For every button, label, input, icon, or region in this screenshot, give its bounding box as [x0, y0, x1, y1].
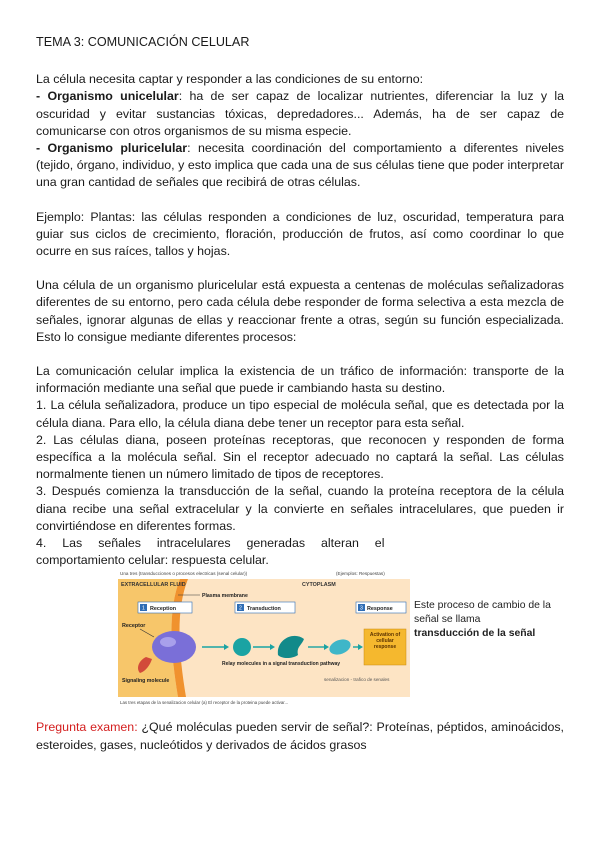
relay-molecules-label: Relay molecules in a signal transduction pathway — [222, 661, 341, 668]
relay-molecule-1 — [233, 638, 251, 656]
figure-row — [36, 569, 564, 707]
intro-paragraph: La célula necesita captar y responder a las condiciones de su entorno: — [36, 72, 424, 87]
response-step-number: 3 — [360, 606, 363, 613]
transduction-step-number: 2 — [239, 606, 242, 613]
figure-top-caption: Una tres (transducciones o procesos electricas (senal celular)) — [120, 571, 248, 577]
signaling-molecule-label — [122, 678, 169, 684]
reception-step-label: Reception — [150, 606, 177, 613]
document-page — [36, 34, 564, 754]
extracellular-label: EXTRACELLULAR FLUID — [121, 582, 186, 589]
plasma-membrane-label: Plasma membrane — [202, 593, 248, 600]
step-4-paragraph: 4. Las señales intracelulares generadas alteran el comportamiento celular: respuesta celular. — [36, 536, 385, 568]
response-step-label: Response — [367, 606, 393, 613]
unicellular-text: : ha de ser capaz de localizar nutrientes, diferenciar la luz y la oscuridad y evitar sustancias tóxicas, depredadores... Además, ha de ser capaz de comunicarse con otros organismos de su misma especie. — [36, 89, 565, 138]
unicellular-paragraph — [36, 88, 564, 140]
signaling-molecule-label-text: Signaling molecule — [122, 678, 170, 685]
example-paragraph: Ejemplo: Plantas: las células responden a condiciones de luz, oscuridad, temperatura para guiar sus ciclos de crecimiento, floración, producción de frutos, así como coordinar lo que ocurre en sus raíces, tallos y hojas. — [36, 209, 564, 259]
figure-footer: Las tres etapas de la senalizacion celular (a) El receptor de la proteina puede activar... — [120, 700, 289, 706]
multicellular-paragraph: Una célula de un organismo pluricelular está expuesta a centenas de moléculas señalizadoras diferentes de su entorno, pero cada célula debe responder de forma selectiva a esta mezcla de señales, ignorar algunas de ellas y reaccionar frente a otras, según su función especializada. Esto lo consigue mediante diferentes procesos: — [36, 278, 564, 344]
figure-bottom-note: senalizacion - trafico de senales — [324, 677, 390, 683]
exam-text: ¿Qué moléculas pueden servir de señal?: Proteínas, péptidos, aminoácidos, esteroides, gases, nucleótidos y derivados de ácidos grasos — [36, 720, 564, 752]
pluricellular-text: : necesita coordinación del comportamiento a diferentes niveles (tejido, órgano, individuo, y esto implica que cada una de sus células tiene que poder interpretar una gran cantidad de señales que recibirá de otras células. — [36, 141, 564, 190]
cytoplasm-label: CYTOPLASM — [302, 582, 336, 589]
exam-paragraph — [36, 719, 564, 753]
receptor-label: Receptor — [122, 623, 146, 630]
step-3-paragraph: 3. Después comienza la transducción de la señal, cuando la proteína receptora de la célula diana recibe una señal extracelular y la convierte en señales intracelulares, que pueden ir convirtiéndose en diferentes formas. — [36, 484, 564, 533]
signal-transduction-figure — [118, 569, 410, 707]
side-caption-text: Este proceso de cambio de la señal se llama — [414, 600, 551, 626]
step-2-paragraph: 2. Las células diana, poseen proteínas receptoras, que reconocen y responden de forma específica a la molécula señal. Sin el receptor adecuado no captará la señal. Las células normalmente tienen un número limitado de tipos de receptores. — [36, 432, 564, 482]
pluricellular-paragraph — [36, 140, 564, 192]
figure-top-right-note: (Ejemplos: Respuestas) — [336, 571, 385, 577]
activation-label: Activation of cellular response — [369, 632, 401, 651]
reception-step-number: 1 — [142, 606, 145, 613]
unicellular-label: - Organismo unicelular — [36, 89, 179, 104]
step-1-paragraph: 1. La célula señalizadora, produce un tipo especial de molécula señal, que es detectada por la célula diana. Para ello, la célula diana debe tener un receptor para esta señal. — [36, 398, 564, 430]
pluricellular-label: - Organismo pluricelular — [36, 141, 188, 156]
page-title: TEMA 3: COMUNICACIÓN CELULAR — [36, 35, 250, 49]
transduction-step-label: Transduction — [247, 606, 281, 613]
side-caption — [414, 599, 564, 641]
exam-label: Pregunta examen: — [36, 720, 138, 735]
communication-paragraph: La comunicación celular implica la existencia de un tráfico de información: transporte de la información mediante una señal que puede ir cambiando hasta su destino. — [36, 364, 564, 396]
receptor-protein — [152, 631, 196, 663]
side-caption-bold: transducción de la señal — [414, 628, 536, 640]
